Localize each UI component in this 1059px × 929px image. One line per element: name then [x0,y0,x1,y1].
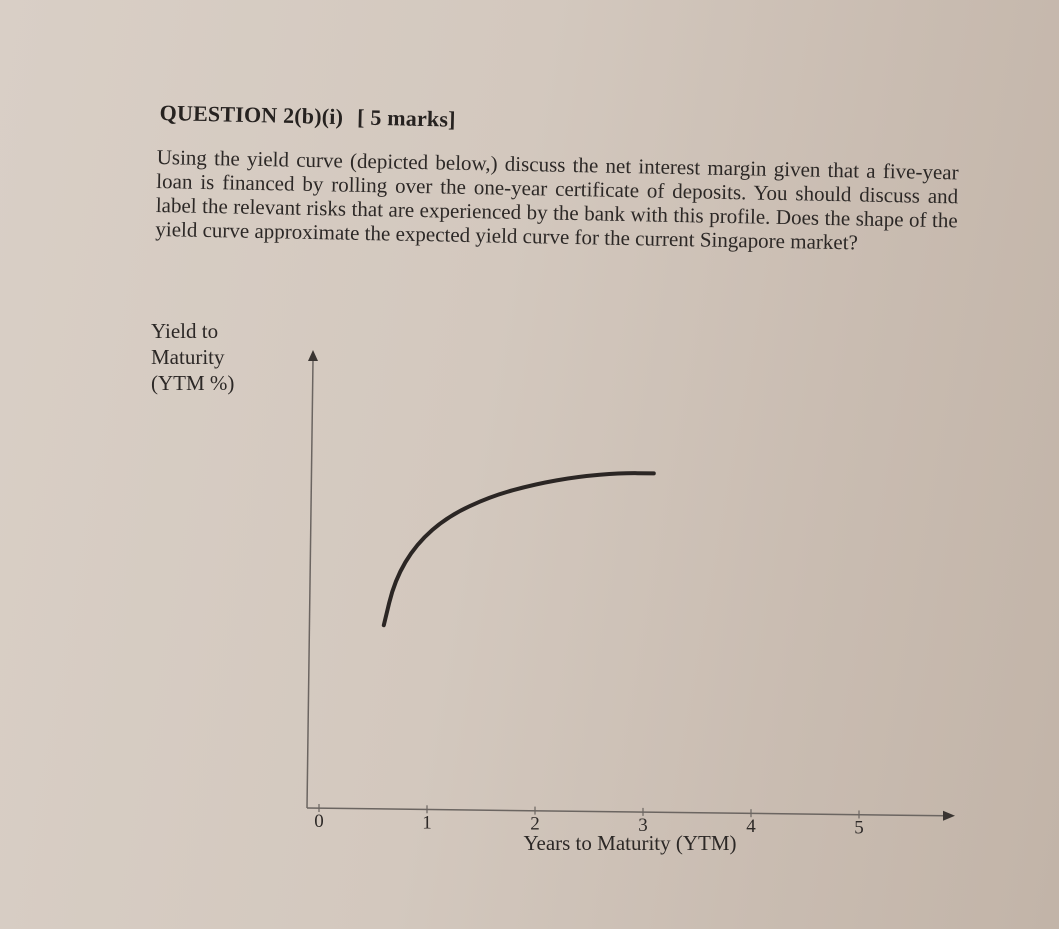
question-text: Using the yield curve (depicted below,) discuss the net interest margin given that a five-year loan is financed by rolling over the one-year certificate of deposits. You should discuss and label the relevant risks that are experienced by the bank with this profile. Does the shape of the yield curve approximate the expected yield curve for the current Singapore market? [155,145,959,255]
y-axis-label-line: (YTM %) [151,371,235,395]
y-axis-label-line: Yield to [151,319,219,343]
y-axis-label-line: Maturity [151,345,225,369]
x-axis-label: Years to Maturity (YTM) [523,831,737,855]
x-tick-label: 4 [746,816,756,838]
x-tick-label: 0 [314,811,324,832]
y-axis-line [307,360,313,808]
y-axis-arrow-icon [308,350,318,361]
question-marks: [ 5 marks] [356,104,456,132]
x-tick-label: 1 [422,812,432,834]
x-tick-label: 5 [854,817,864,839]
question-number: QUESTION 2(b)(i) [159,100,344,130]
x-tick-label: 2 [530,813,540,835]
x-axis-line [307,808,945,816]
x-axis-arrow-icon [943,811,955,821]
yield-curve-line [384,473,654,625]
x-tick-label: 3 [638,814,648,836]
